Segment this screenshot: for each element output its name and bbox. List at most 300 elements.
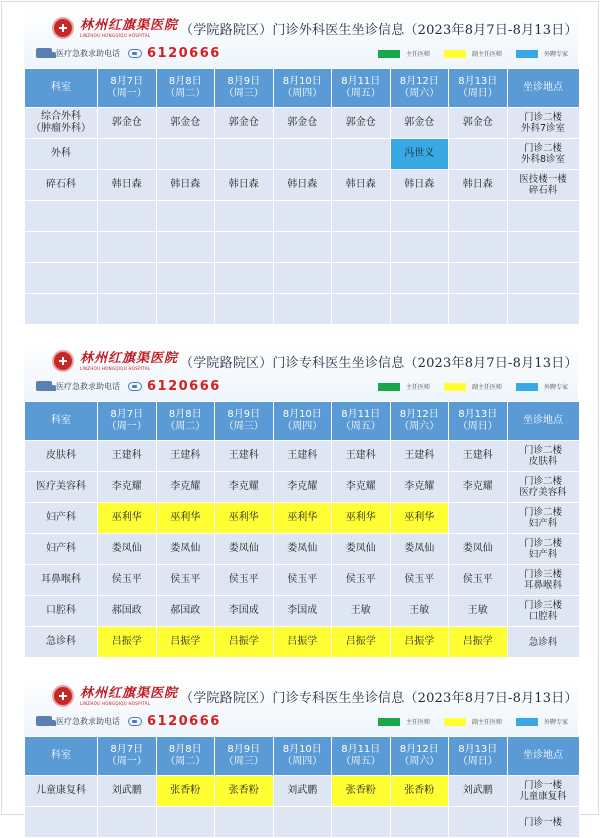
block-header bbox=[24, 8, 578, 68]
doctor-cell bbox=[390, 263, 449, 294]
department-cell bbox=[25, 503, 98, 534]
doctor-cell bbox=[273, 201, 332, 232]
doctor-cell bbox=[156, 807, 215, 838]
doctor-cell: 韩日森 bbox=[156, 170, 215, 201]
cell-line: 门诊三楼 bbox=[523, 600, 562, 611]
hospital-name-cn: 林州红旗渠医院 bbox=[80, 350, 179, 366]
location-cell bbox=[507, 139, 579, 170]
schedule-table bbox=[24, 68, 580, 325]
doctor-cell: 吕振学 bbox=[390, 627, 449, 658]
doctor-cell: 郭金仓 bbox=[332, 108, 391, 139]
doctor-cell: 李克耀 bbox=[390, 472, 449, 503]
header-date: 8月13日 bbox=[458, 76, 498, 87]
table-row bbox=[25, 170, 580, 201]
hospital-name bbox=[80, 352, 178, 371]
doctor-cell: 侯玉平 bbox=[449, 565, 508, 596]
hotline-label: 医疗急救求助电话 bbox=[56, 716, 120, 726]
header-date: 8月10日 bbox=[282, 76, 322, 87]
header-weekday: （周五） bbox=[340, 421, 381, 432]
location-cell bbox=[507, 472, 579, 503]
doctor-cell: 韩日森 bbox=[449, 170, 508, 201]
cell-line: 门诊三楼 bbox=[523, 569, 562, 580]
legend-swatch bbox=[516, 383, 538, 391]
doctor-cell bbox=[156, 201, 215, 232]
doctor-cell bbox=[390, 232, 449, 263]
cell-line: 门诊二楼 bbox=[523, 538, 562, 549]
doctor-cell: 张香粉 bbox=[215, 776, 274, 807]
cell-line: 外科7诊室 bbox=[520, 123, 566, 134]
cell-line: 皮肤科 bbox=[528, 456, 558, 467]
doctor-cell: 侯玉平 bbox=[390, 565, 449, 596]
doctor-cell bbox=[332, 232, 391, 263]
legend-swatch bbox=[378, 50, 400, 58]
header-weekday: （周五） bbox=[340, 88, 381, 99]
specialist-schedule-block-2 bbox=[24, 676, 578, 838]
header-day bbox=[156, 69, 215, 108]
table-row bbox=[25, 776, 580, 807]
title-row bbox=[52, 684, 578, 708]
hospital-name-en: LINZHOU HONGQIQU HOSPITAL bbox=[80, 365, 151, 371]
doctor-cell: 韩日森 bbox=[332, 170, 391, 201]
header-date: 8月9日 bbox=[227, 744, 261, 755]
doctor-cell bbox=[215, 294, 274, 325]
doctor-cell: 吕振学 bbox=[273, 627, 332, 658]
ambulance-icon bbox=[36, 716, 52, 726]
doctor-cell: 吕振学 bbox=[449, 627, 508, 658]
doctor-cell: 韩日森 bbox=[273, 170, 332, 201]
doctor-cell: 郭金仓 bbox=[156, 108, 215, 139]
table-row bbox=[25, 201, 580, 232]
legend-item bbox=[378, 717, 430, 726]
location-cell bbox=[507, 441, 579, 472]
doctor-cell bbox=[449, 807, 508, 838]
doctor-cell bbox=[273, 139, 332, 170]
doctor-cell: 巫利华 bbox=[215, 503, 274, 534]
legend-item bbox=[516, 382, 568, 391]
header-date: 8月13日 bbox=[458, 744, 498, 755]
legend-swatch bbox=[444, 50, 466, 58]
doctor-cell bbox=[449, 503, 508, 534]
legend-label: 副主任医师 bbox=[471, 384, 502, 391]
location-cell bbox=[507, 232, 579, 263]
department-cell bbox=[25, 534, 98, 565]
department-cell bbox=[25, 108, 98, 139]
cell-line: 儿童康复科 bbox=[519, 791, 567, 802]
doctor-cell: 娄凤仙 bbox=[215, 534, 274, 565]
header-day bbox=[156, 737, 215, 776]
schedule-title: （学院路院区）门诊专科医生坐诊信息（2023年8月7日-8月13日） bbox=[180, 690, 578, 706]
doctor-cell: 郝国政 bbox=[98, 596, 157, 627]
doctor-cell bbox=[449, 263, 508, 294]
doctor-cell: 李克耀 bbox=[215, 472, 274, 503]
header-date: 8月8日 bbox=[168, 409, 202, 420]
doctor-cell: 王建科 bbox=[273, 441, 332, 472]
doctor-cell: 娄凤仙 bbox=[273, 534, 332, 565]
location-cell bbox=[507, 807, 579, 838]
doctor-cell bbox=[98, 201, 157, 232]
doctor-cell: 巫利华 bbox=[156, 503, 215, 534]
doctor-cell: 李国成 bbox=[273, 596, 332, 627]
department-cell bbox=[25, 627, 98, 658]
header-date: 8月10日 bbox=[282, 409, 322, 420]
location-cell bbox=[507, 503, 579, 534]
legend-label: 主任医师 bbox=[405, 51, 430, 58]
header-day bbox=[332, 69, 391, 108]
cell-line: 门诊一楼 bbox=[523, 816, 562, 828]
doctor-cell bbox=[98, 807, 157, 838]
header-date: 8月8日 bbox=[168, 744, 202, 755]
table-row bbox=[25, 503, 580, 534]
legend-item bbox=[444, 382, 502, 391]
location-cell bbox=[507, 596, 579, 627]
cell-line: 碎石科 bbox=[46, 179, 76, 190]
header-day bbox=[215, 737, 274, 776]
cell-line: 妇产科 bbox=[528, 518, 558, 529]
legend-swatch bbox=[444, 718, 466, 726]
schedule-table bbox=[24, 401, 580, 658]
cell-line: 综合外科 bbox=[41, 111, 81, 122]
header-day bbox=[390, 402, 449, 441]
doctor-cell bbox=[215, 139, 274, 170]
hotline-row bbox=[36, 714, 221, 728]
doctor-cell: 娄凤仙 bbox=[332, 534, 391, 565]
doctor-cell bbox=[156, 294, 215, 325]
table-row bbox=[25, 807, 580, 838]
surgery-schedule-block bbox=[24, 8, 578, 325]
table-row bbox=[25, 565, 580, 596]
header-date: 8月10日 bbox=[282, 744, 322, 755]
header-location: 坐诊地点 bbox=[507, 737, 579, 776]
doctor-cell: 张香粉 bbox=[156, 776, 215, 807]
header-weekday: （周二） bbox=[165, 88, 206, 99]
cell-line: 外科 bbox=[51, 148, 71, 159]
legend-label: 副主任医师 bbox=[471, 51, 502, 58]
department-cell bbox=[25, 565, 98, 596]
doctor-cell: 王建科 bbox=[215, 441, 274, 472]
cell-line: 妇产科 bbox=[46, 543, 76, 554]
doctor-cell: 娄凤仙 bbox=[98, 534, 157, 565]
doctor-cell bbox=[215, 232, 274, 263]
legend-label: 外聘专家 bbox=[543, 719, 568, 726]
doctor-cell: 娄凤仙 bbox=[449, 534, 508, 565]
table-header-row bbox=[25, 737, 580, 776]
title-row bbox=[52, 349, 578, 373]
phone-icon bbox=[128, 49, 142, 58]
location-cell bbox=[507, 263, 579, 294]
doctor-cell bbox=[156, 263, 215, 294]
header-weekday: （周三） bbox=[223, 756, 264, 767]
table-row bbox=[25, 294, 580, 325]
doctor-cell: 吕振学 bbox=[98, 627, 157, 658]
cell-line: 儿童康复科 bbox=[36, 785, 86, 796]
header-day bbox=[390, 737, 449, 776]
cell-line: 医技楼一楼 bbox=[519, 174, 567, 185]
doctor-cell: 王建科 bbox=[449, 441, 508, 472]
doctor-cell bbox=[390, 294, 449, 325]
cell-line: 急诊科 bbox=[46, 636, 76, 647]
doctor-cell: 韩日森 bbox=[215, 170, 274, 201]
hotline-number[interactable]: 6120666 bbox=[147, 45, 221, 61]
cell-line: 皮肤科 bbox=[46, 450, 76, 461]
location-cell bbox=[507, 170, 579, 201]
doctor-cell bbox=[98, 139, 157, 170]
header-date: 8月8日 bbox=[168, 76, 202, 87]
hotline-label: 医疗急救求助电话 bbox=[56, 381, 120, 391]
legend-item bbox=[516, 717, 568, 726]
doctor-cell: 吕振学 bbox=[156, 627, 215, 658]
cell-line: 耳鼻喉科 bbox=[41, 574, 81, 585]
phone-icon bbox=[128, 717, 142, 726]
header-date: 8月12日 bbox=[399, 409, 439, 420]
header-weekday: （周六） bbox=[399, 756, 440, 767]
table-row bbox=[25, 627, 580, 658]
table-row bbox=[25, 596, 580, 627]
title-row bbox=[52, 16, 578, 40]
legend-swatch bbox=[516, 50, 538, 58]
location-cell bbox=[507, 534, 579, 565]
legend-item bbox=[378, 49, 430, 58]
header-weekday: （周一） bbox=[106, 421, 147, 432]
cell-line: 口腔科 bbox=[46, 605, 76, 616]
legend-swatch bbox=[378, 718, 400, 726]
header-day bbox=[449, 737, 508, 776]
cell-line: 门诊一楼 bbox=[523, 780, 562, 791]
cell-line: 门诊二楼 bbox=[523, 143, 562, 154]
doctor-cell: 王建科 bbox=[156, 441, 215, 472]
department-cell bbox=[25, 139, 98, 170]
header-weekday: （周六） bbox=[399, 88, 440, 99]
doctor-cell bbox=[273, 807, 332, 838]
header-weekday: （周三） bbox=[223, 88, 264, 99]
doctor-cell: 李克耀 bbox=[98, 472, 157, 503]
legend-item bbox=[444, 49, 502, 58]
doctor-cell bbox=[273, 294, 332, 325]
ambulance-icon bbox=[36, 381, 52, 391]
hotline-row bbox=[36, 46, 221, 60]
hotline-number[interactable]: 6120666 bbox=[147, 713, 221, 729]
header-date: 8月7日 bbox=[110, 76, 144, 87]
hospital-logo-icon bbox=[52, 350, 74, 372]
doctor-cell: 刘武鹏 bbox=[273, 776, 332, 807]
doctor-cell: 娄凤仙 bbox=[390, 534, 449, 565]
doctor-cell bbox=[156, 232, 215, 263]
department-cell bbox=[25, 596, 98, 627]
doctor-cell bbox=[98, 294, 157, 325]
cell-line: （肿瘤外科） bbox=[31, 123, 91, 134]
cell-line: 门诊二楼 bbox=[523, 476, 562, 487]
legend bbox=[364, 49, 568, 58]
hospital-name bbox=[80, 19, 178, 38]
doctor-cell bbox=[215, 201, 274, 232]
doctor-cell: 巫利华 bbox=[98, 503, 157, 534]
doctor-cell bbox=[449, 294, 508, 325]
doctor-cell bbox=[98, 232, 157, 263]
header-weekday: （周四） bbox=[282, 88, 323, 99]
cell-line: 医疗美容科 bbox=[519, 487, 567, 498]
header-date: 8月12日 bbox=[399, 76, 439, 87]
hotline-row bbox=[36, 379, 221, 393]
cell-line: 门诊二楼 bbox=[523, 507, 562, 518]
header-day bbox=[449, 402, 508, 441]
header-day bbox=[449, 69, 508, 108]
doctor-cell bbox=[332, 139, 391, 170]
header-day bbox=[215, 402, 274, 441]
legend-swatch bbox=[444, 383, 466, 391]
department-cell bbox=[25, 776, 98, 807]
location-cell bbox=[507, 294, 579, 325]
header-weekday: （周日） bbox=[457, 756, 498, 767]
specialist-schedule-block bbox=[24, 341, 578, 658]
legend-swatch bbox=[378, 383, 400, 391]
doctor-cell bbox=[273, 263, 332, 294]
doctor-cell bbox=[332, 807, 391, 838]
location-cell bbox=[507, 565, 579, 596]
doctor-cell: 冯世义 bbox=[390, 139, 449, 170]
header-location: 坐诊地点 bbox=[507, 69, 579, 108]
block-header bbox=[24, 341, 578, 401]
doctor-cell: 巫利华 bbox=[273, 503, 332, 534]
cell-line: 碎石科 bbox=[528, 185, 558, 196]
doctor-cell: 王建科 bbox=[332, 441, 391, 472]
doctor-cell: 李克耀 bbox=[332, 472, 391, 503]
table-header-row bbox=[25, 69, 580, 108]
cell-line: 妇产科 bbox=[46, 512, 76, 523]
doctor-cell: 张香粉 bbox=[332, 776, 391, 807]
header-day bbox=[332, 402, 391, 441]
doctor-cell: 侯玉平 bbox=[215, 565, 274, 596]
cell-line: 医疗美容科 bbox=[36, 481, 86, 492]
hospital-name-cn: 林州红旗渠医院 bbox=[80, 685, 179, 701]
header-day bbox=[273, 737, 332, 776]
header-day bbox=[273, 69, 332, 108]
doctor-cell: 李克耀 bbox=[273, 472, 332, 503]
header-weekday: （周一） bbox=[106, 88, 147, 99]
phone-icon bbox=[128, 382, 142, 391]
ambulance-icon bbox=[36, 48, 52, 58]
header-day bbox=[273, 402, 332, 441]
doctor-cell bbox=[332, 201, 391, 232]
doctor-cell: 郭金仓 bbox=[449, 108, 508, 139]
block-header bbox=[24, 676, 578, 736]
legend bbox=[364, 382, 568, 391]
schedule-title: （学院路院区）门诊外科医生坐诊信息（2023年8月7日-8月13日） bbox=[180, 22, 578, 38]
department-cell bbox=[25, 294, 98, 325]
hotline-label: 医疗急救求助电话 bbox=[56, 48, 120, 58]
doctor-cell bbox=[449, 139, 508, 170]
header-weekday: （周六） bbox=[399, 421, 440, 432]
header-date: 8月7日 bbox=[110, 409, 144, 420]
location-cell bbox=[507, 108, 579, 139]
header-date: 8月9日 bbox=[227, 409, 261, 420]
header-weekday: （周二） bbox=[165, 756, 206, 767]
doctor-cell: 王敏 bbox=[449, 596, 508, 627]
legend-swatch bbox=[516, 718, 538, 726]
doctor-cell bbox=[215, 263, 274, 294]
doctor-cell: 吕振学 bbox=[215, 627, 274, 658]
doctor-cell: 巫利华 bbox=[332, 503, 391, 534]
doctor-cell bbox=[156, 139, 215, 170]
doctor-cell bbox=[332, 294, 391, 325]
header-day bbox=[156, 402, 215, 441]
doctor-cell: 侯玉平 bbox=[332, 565, 391, 596]
department-cell bbox=[25, 472, 98, 503]
schedule-table bbox=[24, 736, 580, 838]
header-dept: 科室 bbox=[25, 402, 98, 441]
doctor-cell bbox=[273, 232, 332, 263]
hospital-name bbox=[80, 687, 178, 706]
cell-line: 门诊二楼 bbox=[523, 445, 562, 456]
header-date: 8月13日 bbox=[458, 409, 498, 420]
doctor-cell: 王敏 bbox=[332, 596, 391, 627]
header-weekday: （周二） bbox=[165, 421, 206, 432]
table-row bbox=[25, 232, 580, 263]
doctor-cell: 郭金仓 bbox=[98, 108, 157, 139]
header-day bbox=[98, 402, 157, 441]
hospital-name-en: LINZHOU HONGQIQU HOSPITAL bbox=[80, 32, 151, 38]
header-date: 8月9日 bbox=[227, 76, 261, 87]
doctor-cell bbox=[449, 232, 508, 263]
legend-item bbox=[444, 717, 502, 726]
doctor-cell: 王敏 bbox=[390, 596, 449, 627]
doctor-cell bbox=[98, 263, 157, 294]
header-day bbox=[390, 69, 449, 108]
legend-label: 主任医师 bbox=[405, 719, 430, 726]
table-row bbox=[25, 441, 580, 472]
table-row bbox=[25, 534, 580, 565]
header-date: 8月7日 bbox=[110, 744, 144, 755]
doctor-cell bbox=[390, 201, 449, 232]
department-cell bbox=[25, 170, 98, 201]
doctor-cell: 王建科 bbox=[390, 441, 449, 472]
legend-label: 副主任医师 bbox=[471, 719, 502, 726]
table-row bbox=[25, 472, 580, 503]
header-date: 8月11日 bbox=[341, 744, 381, 755]
location-cell bbox=[507, 776, 579, 807]
header-weekday: （周四） bbox=[282, 421, 323, 432]
doctor-cell: 侯玉平 bbox=[98, 565, 157, 596]
header-day bbox=[332, 737, 391, 776]
header-dept: 科室 bbox=[25, 737, 98, 776]
doctor-cell: 吕振学 bbox=[332, 627, 391, 658]
legend-label: 主任医师 bbox=[405, 384, 430, 391]
header-weekday: （周三） bbox=[223, 421, 264, 432]
doctor-cell: 王建科 bbox=[98, 441, 157, 472]
doctor-cell: 郭金仓 bbox=[215, 108, 274, 139]
legend-label: 外聘专家 bbox=[543, 51, 568, 58]
header-day bbox=[98, 69, 157, 108]
table-row bbox=[25, 108, 580, 139]
legend-item bbox=[378, 382, 430, 391]
department-cell bbox=[25, 807, 98, 838]
doctor-cell bbox=[449, 201, 508, 232]
department-cell bbox=[25, 441, 98, 472]
table-row bbox=[25, 263, 580, 294]
hospital-name-cn: 林州红旗渠医院 bbox=[80, 17, 179, 33]
schedule-title: （学院路院区）门诊专科医生坐诊信息（2023年8月7日-8月13日） bbox=[180, 355, 578, 371]
doctor-cell: 郝国政 bbox=[156, 596, 215, 627]
header-weekday: （周五） bbox=[340, 756, 381, 767]
table-header-row bbox=[25, 402, 580, 441]
header-weekday: （周四） bbox=[282, 756, 323, 767]
hotline-number[interactable]: 6120666 bbox=[147, 378, 221, 394]
header-dept: 科室 bbox=[25, 69, 98, 108]
header-location: 坐诊地点 bbox=[507, 402, 579, 441]
department-cell bbox=[25, 263, 98, 294]
header-date: 8月11日 bbox=[341, 409, 381, 420]
header-weekday: （周日） bbox=[457, 88, 498, 99]
doctor-cell: 侯玉平 bbox=[273, 565, 332, 596]
doctor-cell: 李克耀 bbox=[156, 472, 215, 503]
